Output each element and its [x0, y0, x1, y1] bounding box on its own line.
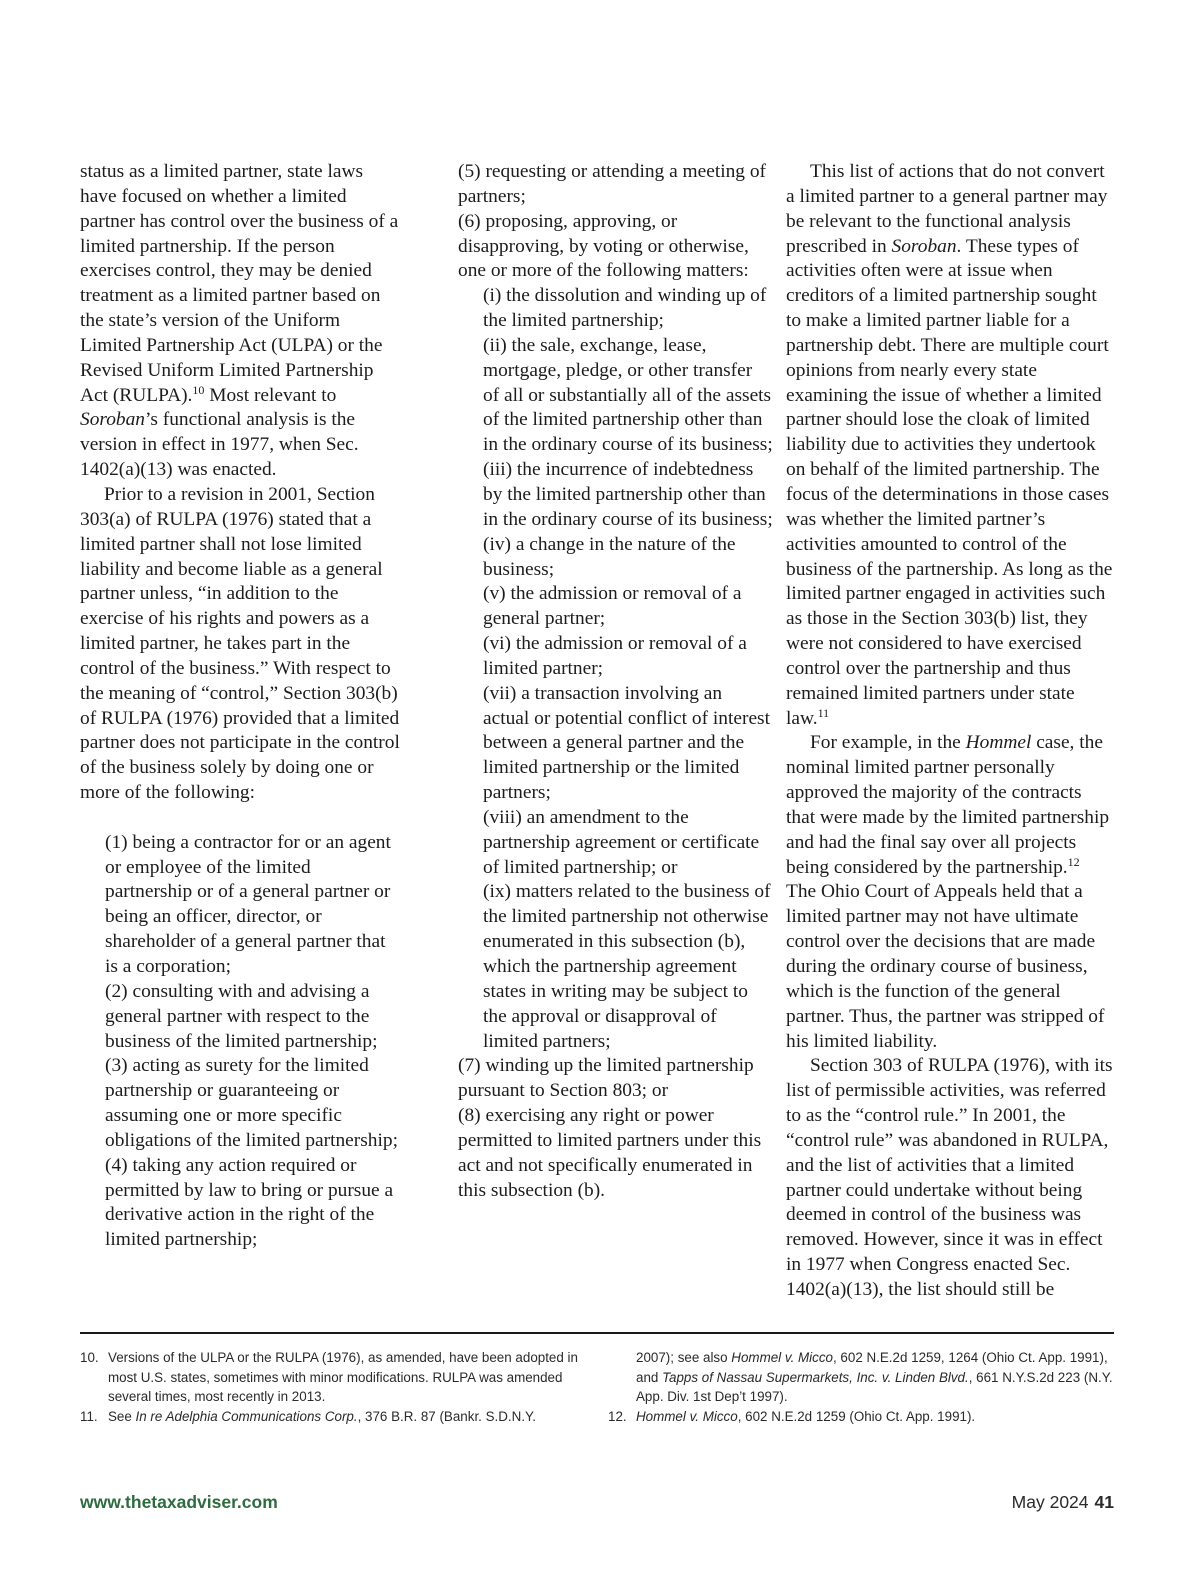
footnote [80, 1348, 580, 1407]
article-body [80, 160, 1114, 1310]
paragraph: (3) acting as surety for the limited partnership or guaranteeing or assuming one or more specific obligations of the limited partnership; [105, 1055, 398, 1151]
column-3 [786, 160, 1114, 1303]
paragraph: This list of actions that do not convert a limited partner to a general partner may be relevant to the functional analysis prescribed in Soroban. These types of activities often were at issue when creditors of a limited partnership sought to make a limited partner liable for a partnership debt. There are multiple court opinions from nearly every state examining the issue of whether a limited partner should lose the cloak of limited liability due to activities they undertook on behalf of the limited partnership. The focus of the determinations in those cases was whether the limited partner’s activities amounted to control of the business of the partnership. As long as the limited partner engaged in activities such as those in the Section 303(b) list, they were not considered to have exercised control over the partnership and thus remained limited partners under state law.$^{11}$ [786, 161, 1113, 729]
footnote [608, 1348, 1114, 1407]
paragraph: (ix) matters related to the business of the limited partnership not otherwise enumerated in this subsection (b), which the partnership agreement states in writing may be subject to the approval or disapproval of limited partners; [483, 881, 771, 1052]
paragraph: (6) proposing, approving, or disapproving, by voting or otherwise, one or more of the following matters: [458, 210, 749, 282]
column-1 [80, 160, 400, 1253]
paragraph: (ii) the sale, exchange, lease, mortgage, pledge, or other transfer of all or substantially all of the assets of the limited partnership other than in the ordinary course of its business; [483, 334, 773, 456]
paragraph: status as a limited partner, state laws have focused on whether a limited partner has control over the business of a limited partnership. If the person exercises control, they may be denied treatment as a limited partner based on the state’s version of the Uniform Limited Partnership Act (ULPA) or the Revised Uniform Limited Partnership Act (RULPA).$^{10}$ Most relevant to Soroban’s functional analysis is the version in effect in 1977, when Sec. 1402(a)(13) was enacted. [80, 161, 399, 481]
paragraph: (7) winding up the limited partnership pursuant to Section 803; or [458, 1055, 754, 1102]
footnote [608, 1407, 1114, 1427]
footnote-text: Hommel v. Micco, 602 N.E.2d 1259 (Ohio Ct. App. 1991). [636, 1408, 976, 1424]
column-2 [458, 160, 773, 1203]
footnote-number: 10. [80, 1350, 99, 1365]
website-link[interactable]: www.thetaxadviser.com [80, 1492, 278, 1512]
footnotes-right [608, 1348, 1114, 1426]
paragraph: (v) the admission or removal of a general partner; [483, 583, 742, 630]
footnote-number: 12. [608, 1408, 627, 1424]
paragraph: (vi) the admission or removal of a limited partner; [483, 633, 747, 679]
footnote-text: 2007); see also Hommel v. Micco, 602 N.E.2d 1259, 1264 (Ohio Ct. App. 1991), and Tapps of Nassau Supermarkets, Inc. v. Linden Blvd., 661 N.Y.S.2d 223 (N.Y. App. Div. 1st Dep’t 1997). [636, 1350, 1113, 1404]
paragraph: For example, in the Hommel case, the nominal limited partner personally approved the majority of the contracts that were made by the limited partnership and had the final say over all projects being considered by the partnership.$^{12}$ The Ohio Court of Appeals held that a limited partner may not have ultimate control over the decisions that are made during the ordinary course of business, which is the function of the general partner. Thus, the partner was stripped of his limited liability. [786, 732, 1110, 1052]
footnote-number: 11. [80, 1408, 98, 1424]
paragraph: (1) being a contractor for or an agent or employee of the limited partnership or of a general partner or being an officer, director, or shareholder of a general partner that is a corporation; [105, 831, 391, 977]
paragraph: (2) consulting with and advising a general partner with respect to the business of the limited partnership; [105, 980, 378, 1052]
page-footer-info [1012, 1492, 1114, 1513]
footnote [80, 1407, 580, 1427]
footnote-text: Versions of the ULPA or the RULPA (1976), as amended, have been adopted in most U.S. states, sometimes with minor modifications. RULPA was amended several times, most recently in 2013. [108, 1350, 578, 1404]
issue-date: May 2024 [1011, 1492, 1089, 1512]
paragraph: (iv) a change in the nature of the business; [483, 533, 736, 580]
footnote-text: See In re Adelphia Communications Corp., 376 B.R. 87 (Bankr. S.D.N.Y. [108, 1408, 536, 1424]
paragraph: (vii) a transaction involving an actual or potential conflict of interest between a general partner and the limited partnership or the limited partners; [483, 682, 770, 804]
paragraph: (8) exercising any right or power permitted to limited partners under this act and not specifically enumerated in this subsection (b). [458, 1105, 762, 1201]
paragraph: (viii) an amendment to the partnership agreement or certificate of limited partnership; or [483, 806, 760, 878]
paragraph: (iii) the incurrence of indebtedness by the limited partnership other than in the ordinary course of its business; [483, 459, 773, 530]
page-number: 41 [1094, 1492, 1114, 1512]
paragraph: (5) requesting or attending a meeting of partners; [458, 161, 766, 207]
paragraph: Prior to a revision in 2001, Section 303(a) of RULPA (1976) stated that a limited partner shall not lose limited liability and become liable as a general partner unless, “in addition to the exercise of his rights and powers as a limited partner, he takes part in the control of the business.” With respect to the meaning of “control,” Section 303(b) of RULPA (1976) provided that a limited partner does not participate in the control of the business solely by doing one or more of the following: [80, 483, 400, 804]
footnotes-left [80, 1348, 580, 1426]
paragraph: (i) the dissolution and winding up of the limited partnership; [483, 285, 767, 332]
footnote-divider [80, 1332, 1114, 1334]
paragraph: (4) taking any action required or permitted by law to bring or pursue a derivative action in the right of the limited partnership; [105, 1154, 394, 1251]
paragraph: Section 303 of RULPA (1976), with its list of permissible activities, was referred to as the “control rule.” In 2001, the “control rule” was abandoned in RULPA, and the list of activities that a limited partner could undertake without being deemed in control of the business was removed. However, since it was in effect in 1977 when Congress enacted Sec. 1402(a)(13), the list should still be [786, 1055, 1113, 1300]
